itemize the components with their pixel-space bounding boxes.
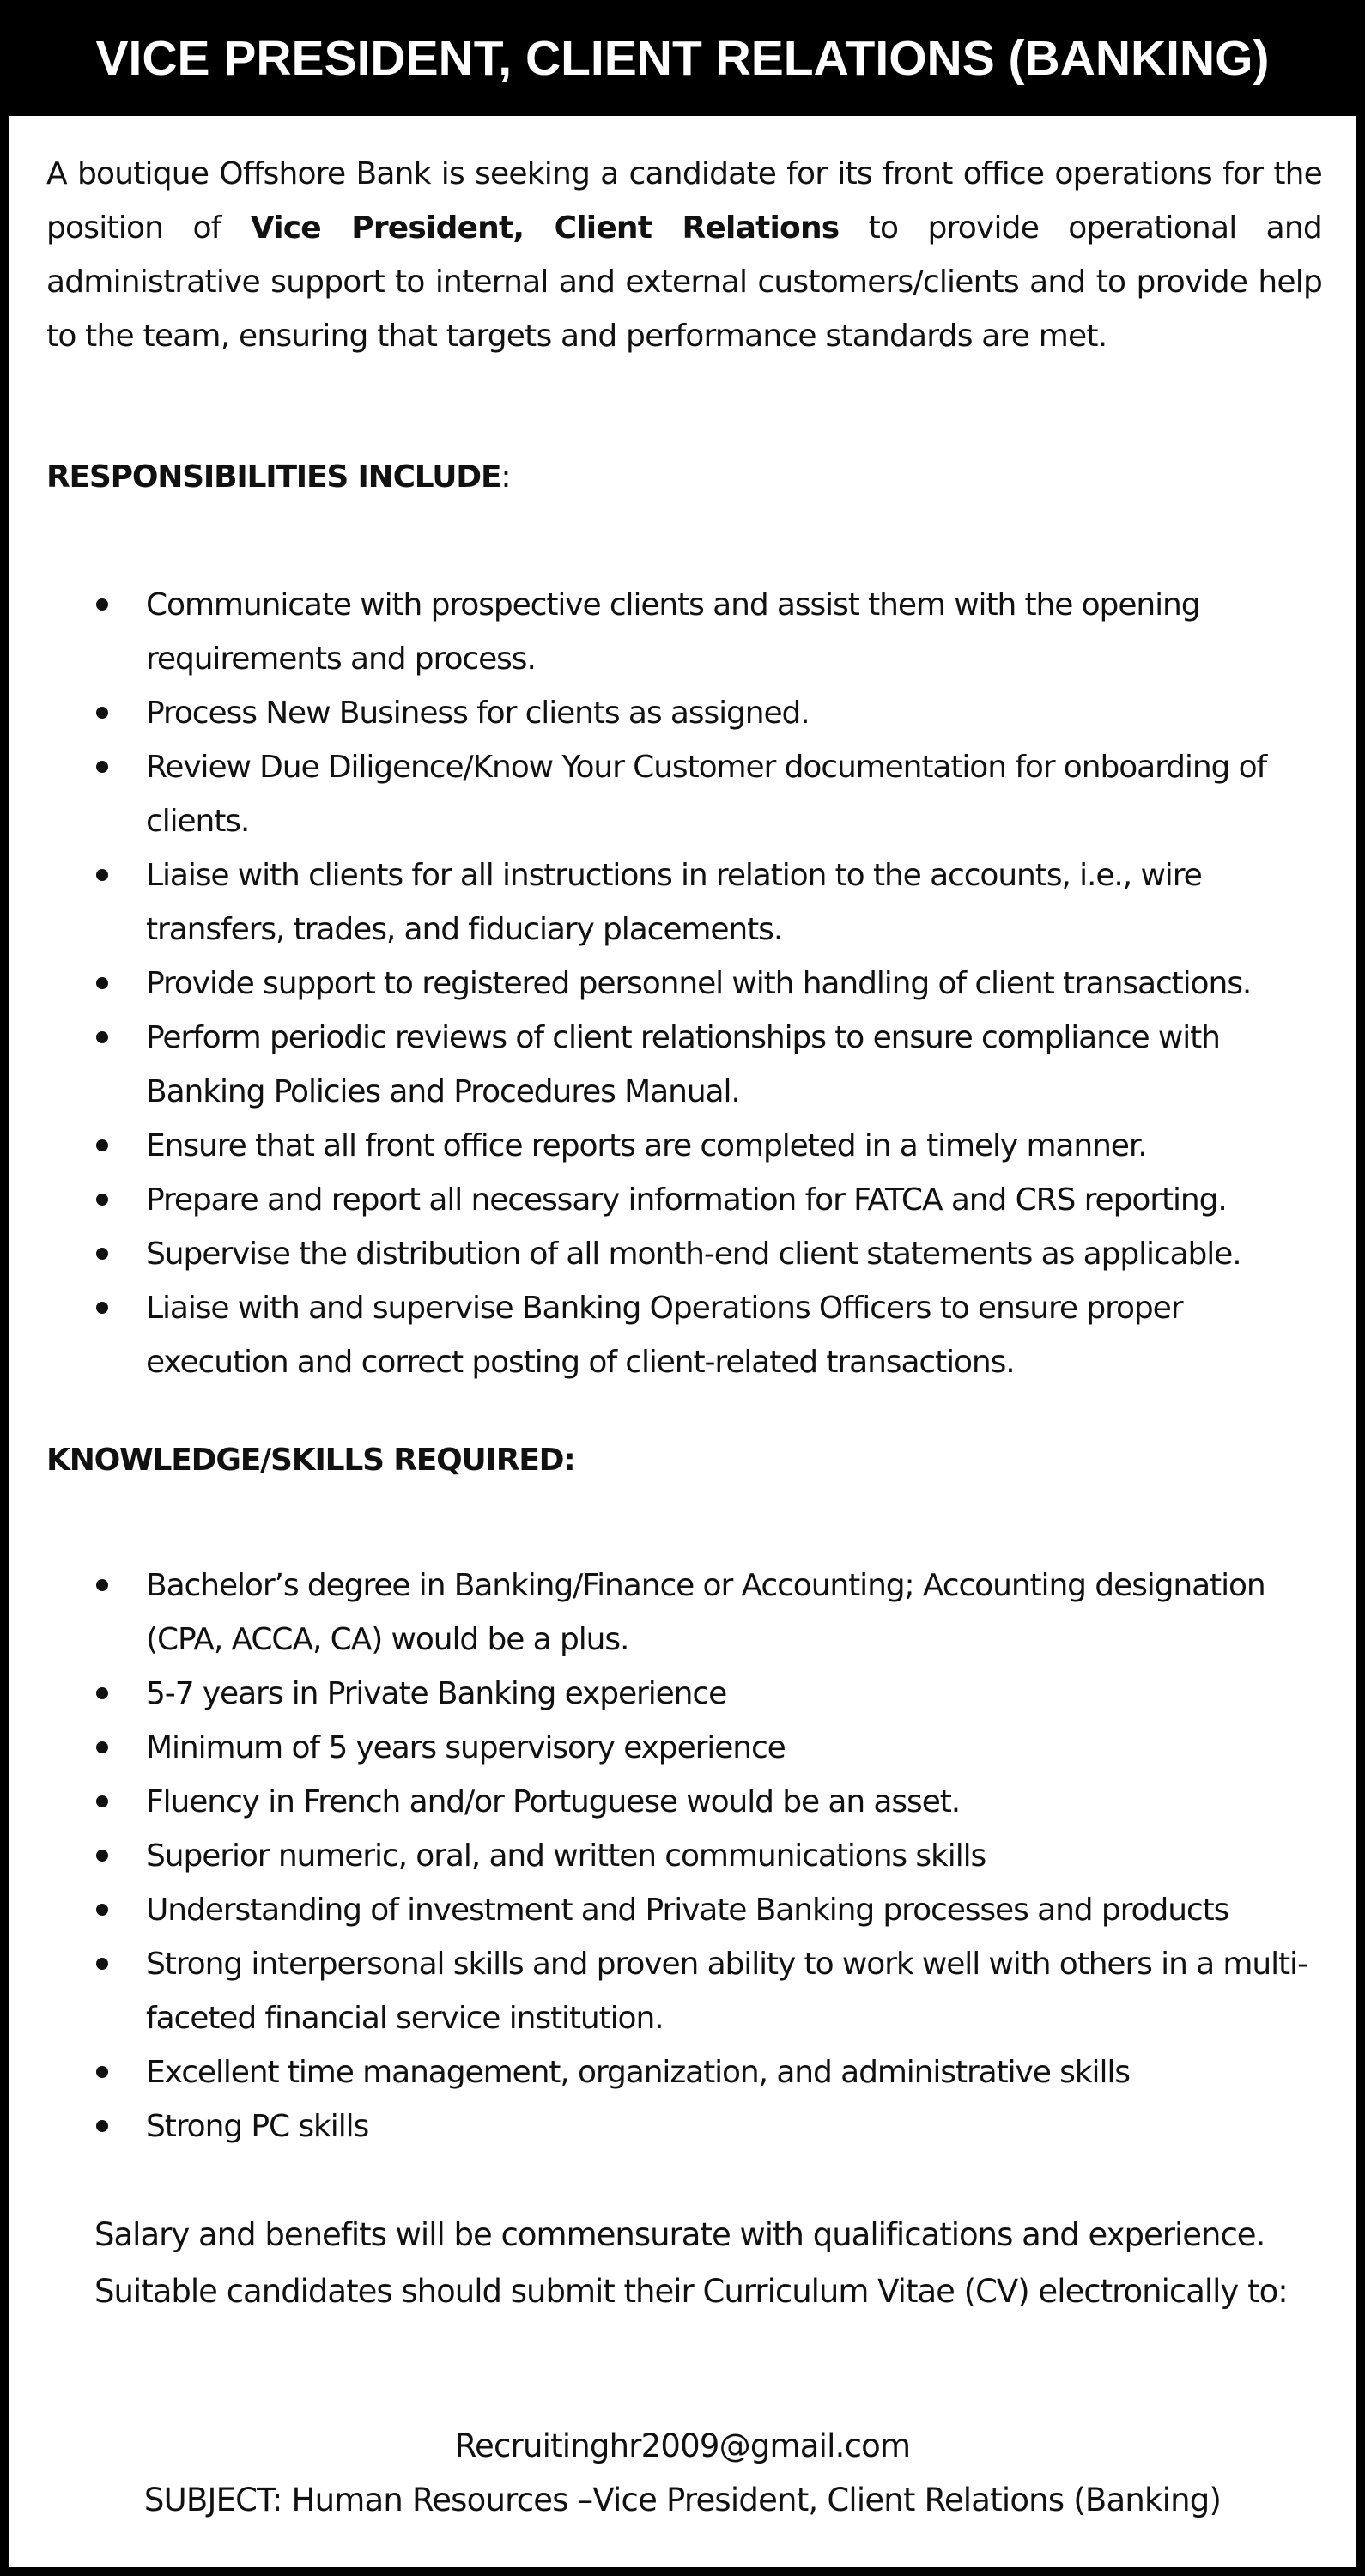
bullet-icon: [96, 977, 108, 989]
list-item-text: Ensure that all front office reports are completed in a timely manner.: [146, 1128, 1147, 1163]
list-item: [9, 1119, 1356, 1173]
skills-heading: KNOWLEDGE/SKILLS REQUIRED:: [46, 1443, 575, 1478]
bullet-icon: [96, 1579, 108, 1591]
bullet-icon: [96, 1904, 108, 1916]
skills-list: [9, 1558, 1356, 2154]
list-item-text: Process New Business for clients as assigned.: [146, 696, 810, 731]
list-item-text: Liaise with clients for all instructions in relation to the accounts, i.e., wire transfers, trades, and fiduciary placements.: [146, 858, 1202, 947]
intro-paragraph: [46, 147, 1322, 363]
posting-body: [9, 116, 1356, 2567]
list-item: [9, 2045, 1356, 2099]
bullet-icon: [96, 761, 108, 773]
list-item-text: Understanding of investment and Private Banking processes and products: [146, 1893, 1229, 1928]
contact-email: Recruitinghr2009@gmail.com: [454, 2427, 911, 2464]
list-item-text: Minimum of 5 years supervisory experience: [146, 1730, 786, 1765]
list-item-text: Supervise the distribution of all month-end client statements as applicable.: [146, 1236, 1241, 1272]
title-bar: [0, 0, 1365, 116]
intro-position-title: Vice President, Client Relations: [250, 210, 840, 246]
closing-paragraph: Salary and benefits will be commensurate with qualifications and experience. Suitable candidates should submit their Curriculum Vitae (CV) electronically to:: [94, 2216, 1288, 2310]
list-item: [9, 957, 1356, 1011]
list-item-text: Strong interpersonal skills and proven ability to work well with others in a multi-faceted financial service institution.: [146, 1947, 1307, 2036]
responsibilities-heading-text: RESPONSIBILITIES INCLUDE: [46, 459, 501, 495]
bullet-icon: [96, 1795, 108, 1807]
list-item: [9, 2099, 1356, 2154]
list-item: [9, 1883, 1356, 1937]
list-item-text: Provide support to registered personnel with handling of client transactions.: [146, 966, 1252, 1001]
contact-subject: SUBJECT: Human Resources –Vice President, Client Relations (Banking): [143, 2482, 1222, 2518]
bullet-icon: [96, 707, 108, 719]
intro-text-2: to provide operational and administrative support to internal and external customers/clients and to provide help to the team, ensuring that targets and performance standards are met.: [46, 210, 1322, 354]
bullet-icon: [96, 2120, 108, 2132]
list-item: [9, 1829, 1356, 1883]
list-item: [9, 1721, 1356, 1775]
bullet-icon: [96, 1958, 108, 1970]
bullet-icon: [96, 2066, 108, 2078]
bullet-icon: [96, 598, 108, 611]
page-title: VICE PRESIDENT, CLIENT RELATIONS (BANKING): [95, 30, 1270, 86]
list-item-text: Strong PC skills: [146, 2109, 369, 2144]
responsibilities-heading-colon: :: [500, 459, 511, 495]
list-item-text: Fluency in French and/or Portuguese would be an asset.: [146, 1784, 961, 1820]
bullet-icon: [96, 1248, 108, 1260]
bullet-icon: [96, 1194, 108, 1206]
list-item: [9, 1011, 1356, 1119]
list-item: [9, 1937, 1356, 2045]
bullet-icon: [96, 1850, 108, 1862]
list-item-text: Liaise with and supervise Banking Operations Officers to ensure proper execution and correct posting of client-related transactions.: [146, 1291, 1183, 1380]
list-item: [9, 1173, 1356, 1227]
bullet-icon: [96, 1687, 108, 1699]
list-item: [9, 1775, 1356, 1829]
list-item-text: Perform periodic reviews of client relationships to ensure compliance with Banking Policies and Procedures Manual.: [146, 1020, 1220, 1109]
list-item: [9, 740, 1356, 848]
list-item-text: Bachelor’s degree in Banking/Finance or Accounting; Accounting designation (CPA, ACCA, CA) would be a plus.: [146, 1568, 1265, 1657]
bullet-icon: [96, 1031, 108, 1043]
intro-text-1: A boutique Offshore Bank is seeking a candidate for its front office operations for the position of: [46, 156, 1322, 246]
responsibilities-list: [9, 578, 1356, 1389]
bullet-icon: [96, 1139, 108, 1151]
list-item: [9, 1227, 1356, 1281]
list-item-text: Excellent time management, organization, and administrative skills: [146, 2055, 1130, 2090]
bullet-icon: [96, 1741, 108, 1753]
bullet-icon: [96, 1302, 108, 1314]
list-item: [9, 1667, 1356, 1721]
list-item-text: Prepare and report all necessary information for FATCA and CRS reporting.: [146, 1182, 1227, 1218]
list-item: [9, 686, 1356, 740]
list-item: [9, 578, 1356, 686]
list-item-text: Communicate with prospective clients and assist them with the opening requirements and process.: [146, 587, 1200, 677]
list-item: [9, 848, 1356, 957]
list-item: [9, 1281, 1356, 1389]
responsibilities-heading: [46, 459, 510, 495]
list-item-text: Review Due Diligence/Know Your Customer documentation for onboarding of clients.: [146, 750, 1267, 839]
list-item: [9, 1558, 1356, 1667]
bullet-icon: [96, 869, 108, 881]
list-item-text: 5-7 years in Private Banking experience: [146, 1676, 727, 1711]
list-item-text: Superior numeric, oral, and written communications skills: [146, 1838, 986, 1874]
